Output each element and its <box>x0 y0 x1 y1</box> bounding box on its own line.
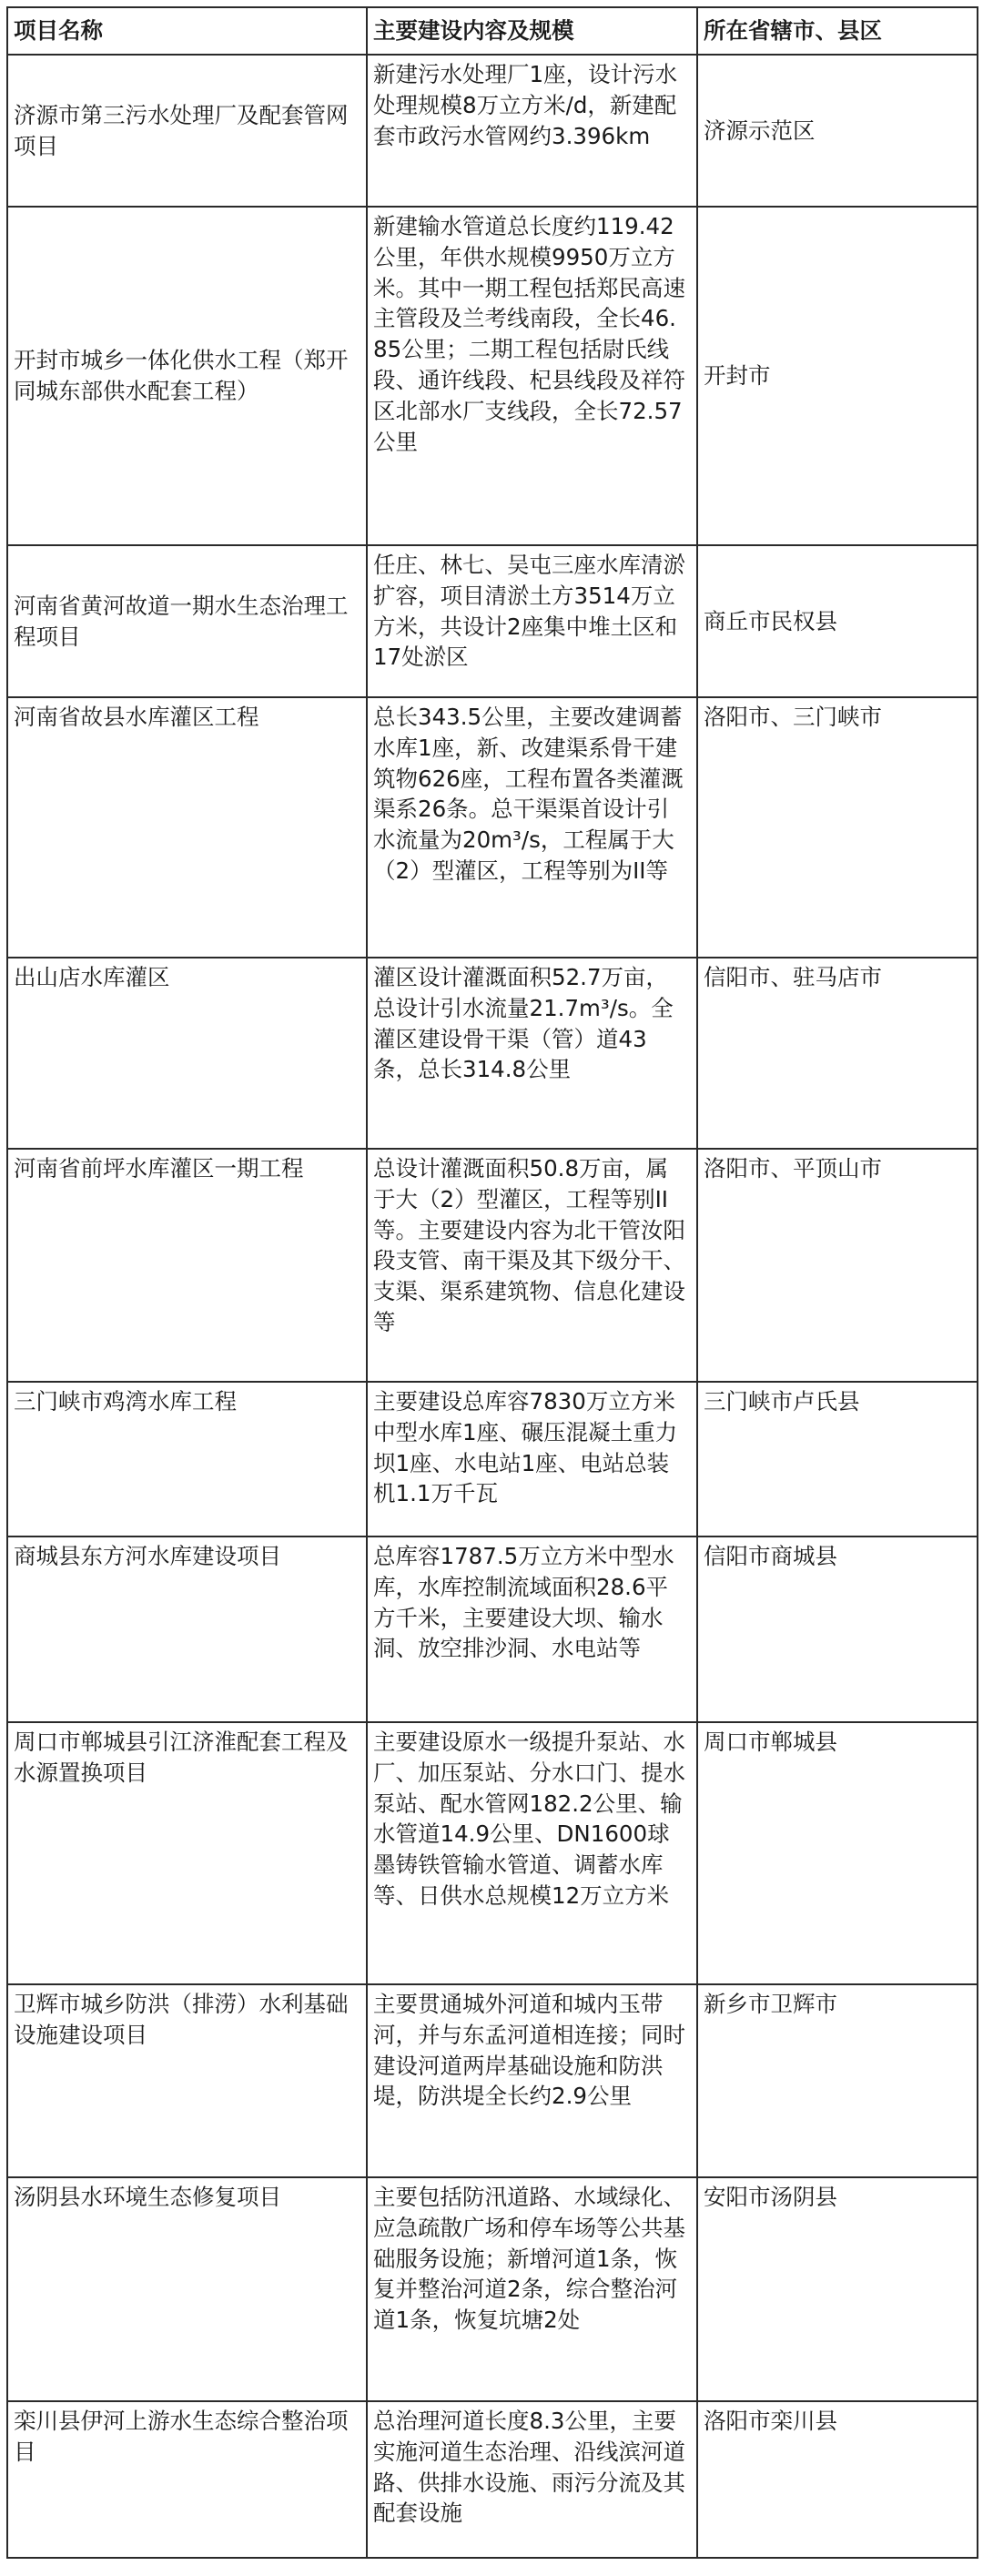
location-cell: 洛阳市、平顶山市 <box>697 1149 978 1382</box>
table-row <box>7 1984 978 2177</box>
project-name-cell: 汤阴县水环境生态修复项目 <box>7 2177 367 2401</box>
construction-content-cell: 总长343.5公里，主要改建调蓄水库1座，新、改建渠系骨干建筑物626座，工程布置各类灌溉渠系26条。总干渠渠首设计引水流量为20m³/s，工程属于大（2）型灌区，工程等别为II等 <box>367 697 697 958</box>
project-name-cell: 开封市城乡一体化供水工程（郑开同城东部供水配套工程） <box>7 207 367 545</box>
construction-content-cell: 主要建设总库容7830万立方米中型水库1座、碾压混凝土重力坝1座、水电站1座、电站总装机1.1万千瓦 <box>367 1382 697 1536</box>
project-name-cell: 商城县东方河水库建设项目 <box>7 1536 367 1722</box>
table-row <box>7 2177 978 2401</box>
location-cell: 周口市郸城县 <box>697 1722 978 1984</box>
project-name-cell: 周口市郸城县引江济淮配套工程及水源置换项目 <box>7 1722 367 1984</box>
table-row <box>7 207 978 545</box>
project-name-cell: 河南省前坪水库灌区一期工程 <box>7 1149 367 1382</box>
location-cell: 济源示范区 <box>697 55 978 207</box>
header-location: 所在省辖市、县区 <box>697 7 978 55</box>
construction-content-cell: 新建污水处理厂1座，设计污水处理规模8万立方米/d，新建配套市政污水管网约3.396km <box>367 55 697 207</box>
project-name-cell: 河南省故县水库灌区工程 <box>7 697 367 958</box>
table-row <box>7 697 978 958</box>
construction-content-cell: 总库容1787.5万立方米中型水库，水库控制流域面积28.6平方千米，主要建设大坝、输水洞、放空排沙洞、水电站等 <box>367 1536 697 1722</box>
construction-content-cell: 新建输水管道总长度约119.42公里，年供水规模9950万立方米。其中一期工程包括郑民高速主管段及兰考线南段，全长46.85公里；二期工程包括尉氏线段、通许线段、杞县线段及祥符区北部水厂支线段，全长72.57公里 <box>367 207 697 545</box>
location-cell: 开封市 <box>697 207 978 545</box>
construction-content-cell: 灌区设计灌溉面积52.7万亩，总设计引水流量21.7m³/s。全灌区建设骨干渠（管）道43条，总长314.8公里 <box>367 958 697 1149</box>
project-table <box>6 6 978 2559</box>
construction-content-cell: 主要贯通城外河道和城内玉带河，并与东孟河道相连接；同时建设河道两岸基础设施和防洪堤，防洪堤全长约2.9公里 <box>367 1984 697 2177</box>
table-row <box>7 545 978 697</box>
table-row <box>7 2401 978 2558</box>
project-name-cell: 卫辉市城乡防洪（排涝）水利基础设施建设项目 <box>7 1984 367 2177</box>
construction-content-cell: 主要建设原水一级提升泵站、水厂、加压泵站、分水口门、提水泵站、配水管网182.2公里、输水管道14.9公里、DN1600球墨铸铁管输水管道、调蓄水库等、日供水总规模12万立方米 <box>367 1722 697 1984</box>
location-cell: 安阳市汤阴县 <box>697 2177 978 2401</box>
project-name-cell: 河南省黄河故道一期水生态治理工程项目 <box>7 545 367 697</box>
location-cell: 三门峡市卢氏县 <box>697 1382 978 1536</box>
table-row <box>7 1382 978 1536</box>
table-row <box>7 1149 978 1382</box>
project-name-cell: 三门峡市鸡湾水库工程 <box>7 1382 367 1536</box>
header-construction-content: 主要建设内容及规模 <box>367 7 697 55</box>
location-cell: 信阳市、驻马店市 <box>697 958 978 1149</box>
location-cell: 洛阳市、三门峡市 <box>697 697 978 958</box>
location-cell: 洛阳市栾川县 <box>697 2401 978 2558</box>
header-project-name: 项目名称 <box>7 7 367 55</box>
location-cell: 新乡市卫辉市 <box>697 1984 978 2177</box>
location-cell: 商丘市民权县 <box>697 545 978 697</box>
construction-content-cell: 总治理河道长度8.3公里，主要实施河道生态治理、沿线滨河道路、供排水设施、雨污分流及其配套设施 <box>367 2401 697 2558</box>
construction-content-cell: 主要包括防汛道路、水域绿化、应急疏散广场和停车场等公共基础服务设施；新增河道1条，恢复并整治河道2条，综合整治河道1条，恢复坑塘2处 <box>367 2177 697 2401</box>
project-name-cell: 出山店水库灌区 <box>7 958 367 1149</box>
table-row <box>7 1536 978 1722</box>
table-row <box>7 55 978 207</box>
project-name-cell: 栾川县伊河上游水生态综合整治项目 <box>7 2401 367 2558</box>
table-row <box>7 1722 978 1984</box>
table-row <box>7 958 978 1149</box>
construction-content-cell: 总设计灌溉面积50.8万亩，属于大（2）型灌区，工程等别II等。主要建设内容为北干管汝阳段支管、南干渠及其下级分干、支渠、渠系建筑物、信息化建设等 <box>367 1149 697 1382</box>
construction-content-cell: 任庄、林七、吴屯三座水库清淤扩容，项目清淤土方3514万立方米，共设计2座集中堆土区和17处淤区 <box>367 545 697 697</box>
header-row <box>7 7 978 55</box>
project-name-cell: 济源市第三污水处理厂及配套管网项目 <box>7 55 367 207</box>
location-cell: 信阳市商城县 <box>697 1536 978 1722</box>
